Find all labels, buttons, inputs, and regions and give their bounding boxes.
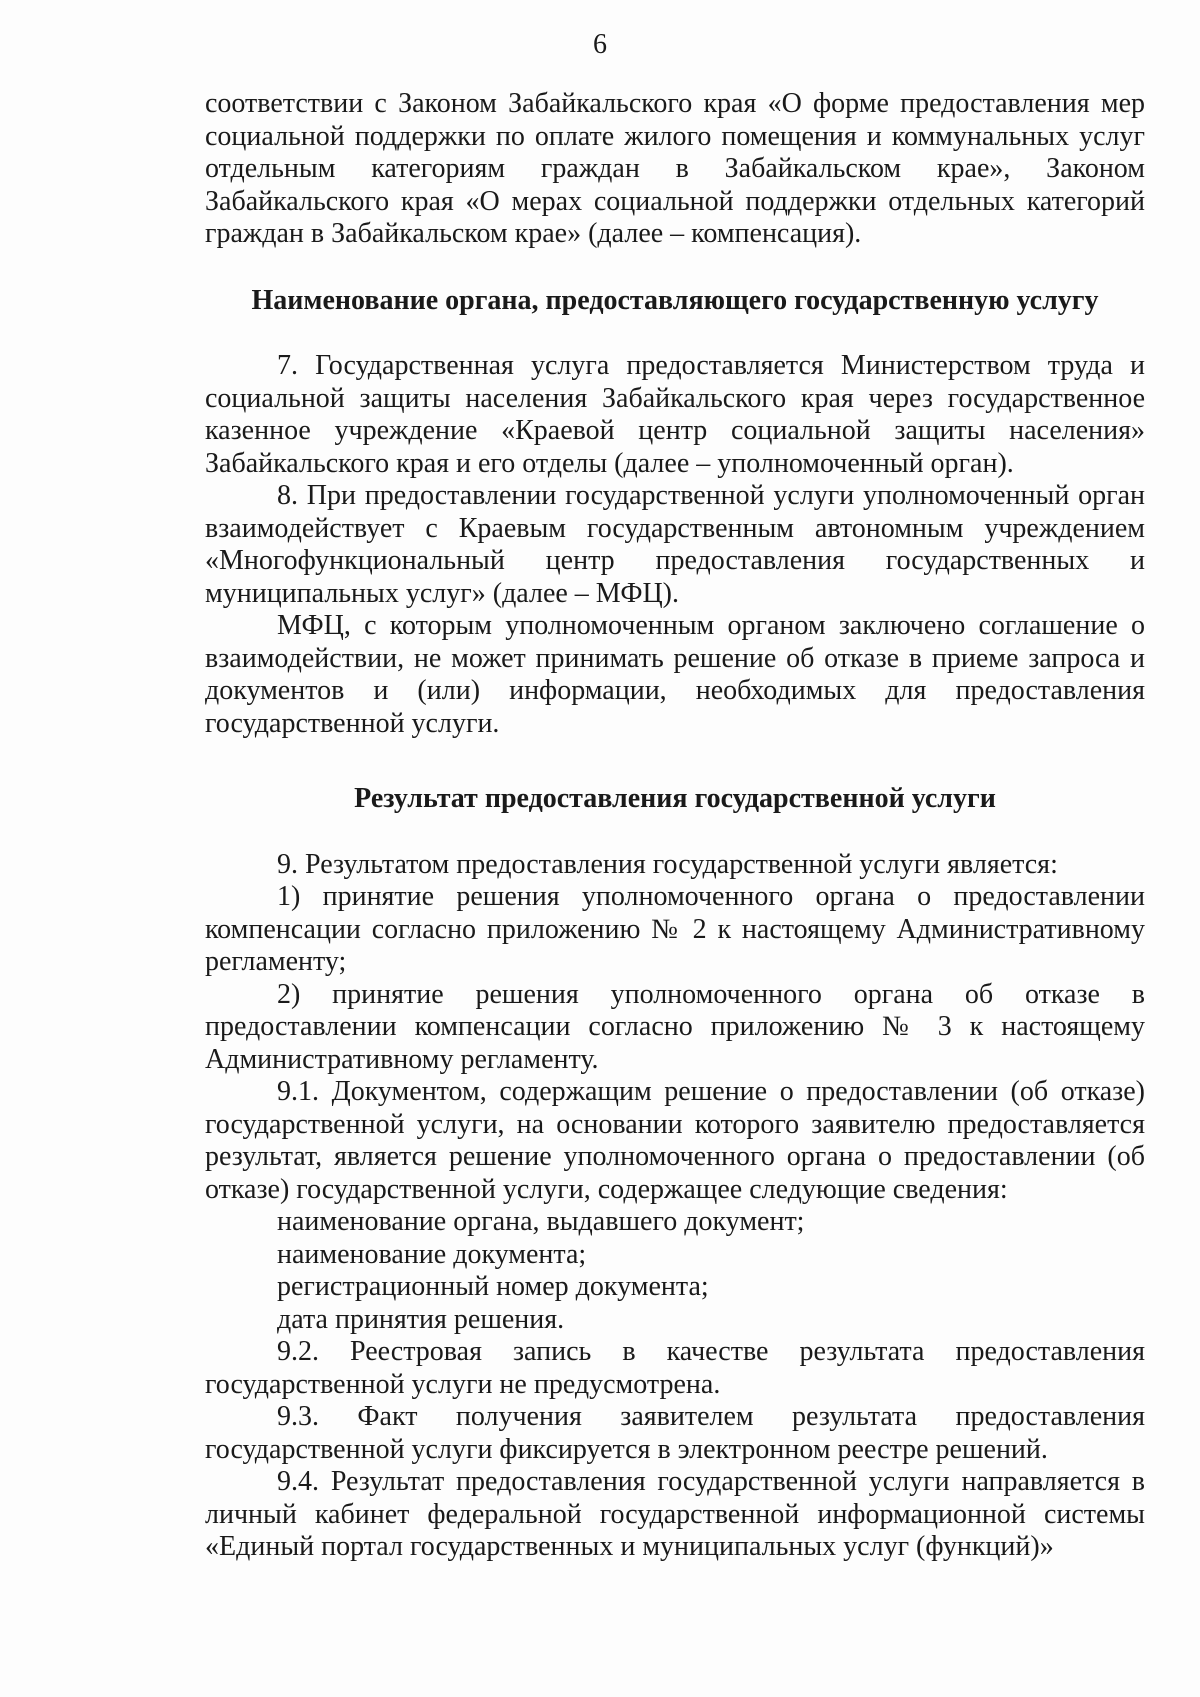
paragraph-9-3: 9.3. Факт получения заявителем результата предоставления государственной услуги фиксируется в электронном реестре решений. — [205, 1401, 1145, 1465]
section-heading-result: Результат предоставления государственной услуги — [354, 783, 996, 814]
page-number: 6 — [593, 29, 607, 60]
paragraph-9-2: 9.2. Реестровая запись в качестве результата предоставления государственной услуги не предусмотрена. — [205, 1336, 1145, 1400]
intro-paragraph: соответствии с Законом Забайкальского края «О форме предоставления мер социальной поддержки по оплате жилого помещения и коммунальных услуг отдельным категориям граждан в Забайкальском крае», Законом Забайкальского края «О мерах социальной поддержки отдельных категорий граждан в Забайкальском крае» (далее – компенсация). — [205, 88, 1145, 249]
paragraph-9-item-2: 2) принятие решения уполномоченного органа об отказе в предоставлении компенсации согласно приложению № 3 к настоящему Административному регламенту. — [205, 978, 1145, 1075]
paragraph-7: 7. Государственная услуга предоставляется Министерством труда и социальной защиты населения Забайкальского края через государственное казенное учреждение «Краевой центр социальной защиты населения» Забайкальского края и его отделы (далее – уполномоченный орган). — [205, 350, 1145, 479]
paragraph-mfc: МФЦ, с которым уполномоченным органом заключено соглашение о взаимодействии, не может принимать решение об отказе в приеме запроса и документов и (или) информации, необходимых для предоставления государственной услуги. — [205, 610, 1145, 739]
paragraph-9-1: 9.1. Документом, содержащим решение о предоставлении (об отказе) государственной услуги, на основании которого заявителю предоставляется результат, является решение уполномоченного органа о предоставлении (об отказе) государственной услуги, содержащее следующие сведения: — [205, 1076, 1145, 1205]
paragraph-9: 9. Результатом предоставления государственной услуги является: — [277, 848, 1058, 880]
list-item: наименование органа, выдавшего документ; — [277, 1206, 805, 1237]
list-item: дата принятия решения. — [277, 1303, 565, 1335]
section-heading-authority: Наименование органа, предоставляющего государственную услугу — [251, 284, 1099, 316]
document-body — [205, 88, 1145, 1564]
paragraph-9-4: 9.4. Результат предоставления государственной услуги направляется в личный кабинет федеральной государственной информационной системы «Единый портал государственных и муниципальных услуг (функций)» — [205, 1466, 1145, 1562]
paragraph-8: 8. При предоставлении государственной услуги уполномоченный орган взаимодействует с Краевым государственным автономным учреждением «Многофункциональный центр предоставления государственных и муниципальных услуг» (далее – МФЦ). — [205, 480, 1145, 609]
paragraph-9-item-1: 1) принятие решения уполномоченного органа о предоставлении компенсации согласно приложению № 2 к настоящему Административному регламенту; — [205, 881, 1145, 977]
list-item: наименование документа; — [277, 1238, 587, 1270]
list-item: регистрационный номер документа; — [277, 1271, 709, 1302]
